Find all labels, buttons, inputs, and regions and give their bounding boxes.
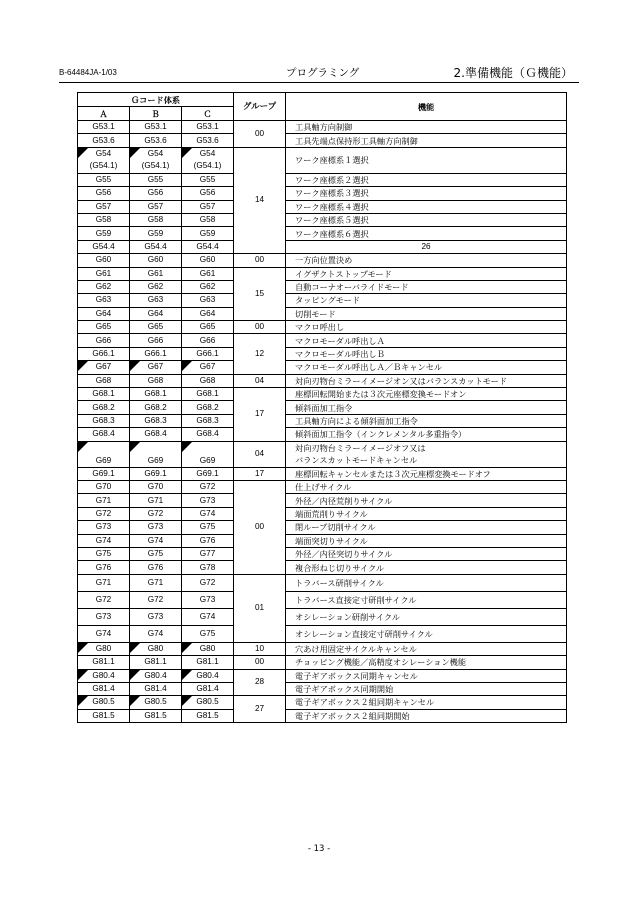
- header-rule: [59, 82, 579, 83]
- table-row: [78, 625, 567, 642]
- code-a-cell: G66: [78, 334, 130, 347]
- code-b-cell: G74: [130, 625, 182, 642]
- table-row: [78, 254, 567, 267]
- code-b-cell: G55: [130, 173, 182, 186]
- code-a-line2: (G54.1): [89, 161, 118, 171]
- function-cell: ワーク座標系６選択: [286, 227, 567, 240]
- column-b-header: Ｂ: [130, 107, 182, 121]
- code-a-cell: G81.5: [78, 709, 130, 722]
- table-row: [78, 547, 567, 560]
- function-cell: ワーク座標系３選択: [286, 187, 567, 200]
- code-a-cell: G63: [78, 294, 130, 307]
- table-row: [78, 414, 567, 427]
- code-a-cell: G58: [78, 213, 130, 226]
- code-a-cell: G65: [78, 321, 130, 334]
- code-b-cell: G70: [130, 480, 182, 493]
- code-c-cell: G57: [182, 200, 234, 213]
- code-a-cell: G72: [78, 507, 130, 520]
- code-b-cell: G57: [130, 200, 182, 213]
- function-cell: 電子ギアボックス２組同期開始: [286, 709, 567, 722]
- code-b-cell: G61: [130, 267, 182, 280]
- code-b-cell: G81.4: [130, 682, 182, 695]
- function-cell: 傾斜面加工指令（インクレメンタル多重指令）: [286, 428, 567, 441]
- group-cell: 26: [286, 240, 567, 253]
- code-a-cell: [78, 147, 130, 173]
- code-c-cell: G68.3: [182, 414, 234, 427]
- function-cell: 仕上げサイクル: [286, 480, 567, 493]
- g-code-system-header: Ｇコード体系: [78, 93, 234, 107]
- function-cell: 電子ギアボックス２組同期キャンセル: [286, 696, 567, 709]
- function-cell: ワーク座標系２選択: [286, 173, 567, 186]
- function-cell: イグザクトストップモード: [286, 267, 567, 280]
- code-a-cell: G53.6: [78, 134, 130, 147]
- code-b-cell: G58: [130, 213, 182, 226]
- table-row: [78, 173, 567, 186]
- table-row: [78, 240, 567, 253]
- code-c-cell: G68.4: [182, 428, 234, 441]
- code-b-cell: G56: [130, 187, 182, 200]
- code-c-cell: G80.4: [182, 669, 234, 682]
- code-b-cell: G54.4: [130, 240, 182, 253]
- code-c-cell: G61: [182, 267, 234, 280]
- table-row: [78, 213, 567, 226]
- code-a-cell: G68.3: [78, 414, 130, 427]
- function-cell: オシレーション直接定寸研削サイクル: [286, 625, 567, 642]
- table-row: [78, 608, 567, 625]
- group-column-header: グループ: [234, 93, 286, 121]
- code-c-cell: [182, 147, 234, 173]
- code-c-cell: G68.2: [182, 401, 234, 414]
- code-c-cell: G75: [182, 625, 234, 642]
- code-b-cell: G80.4: [130, 669, 182, 682]
- code-c-cell: G56: [182, 187, 234, 200]
- code-b-cell: G74: [130, 534, 182, 547]
- code-a-line1: G54: [95, 149, 112, 159]
- function-cell: 座標回転開始または３次元座標変換モードオン: [286, 388, 567, 401]
- group-cell: 10: [234, 642, 286, 655]
- table-row: [78, 591, 567, 608]
- function-cell: 電子ギアボックス同期開始: [286, 682, 567, 695]
- code-b-cell: G73: [130, 608, 182, 625]
- code-b-cell: G65: [130, 321, 182, 334]
- function-cell: 工具軸方向による傾斜面加工指令: [286, 414, 567, 427]
- function-cell: トラバース研削サイクル: [286, 574, 567, 591]
- function-cell: 外径／内径突切りサイクル: [286, 547, 567, 560]
- code-b-cell: G66: [130, 334, 182, 347]
- code-b-cell: G80.5: [130, 696, 182, 709]
- code-b-line2: (G54.1): [141, 161, 170, 171]
- code-a-cell: G59: [78, 227, 130, 240]
- table-row: [78, 669, 567, 682]
- table-row: [78, 441, 567, 467]
- code-a-cell: G55: [78, 173, 130, 186]
- code-c-cell: G60: [182, 254, 234, 267]
- function-cell: 工具先端点保持形工具軸方向制御: [286, 134, 567, 147]
- section-name: プログラミング: [286, 67, 360, 79]
- table-row: [78, 267, 567, 280]
- table-row: [78, 307, 567, 320]
- code-c-cell: G62: [182, 280, 234, 293]
- table-row: [78, 428, 567, 441]
- code-c-cell: G55: [182, 173, 234, 186]
- code-c-cell: G76: [182, 534, 234, 547]
- table-row: [78, 401, 567, 414]
- code-b-cell: G72: [130, 507, 182, 520]
- code-c-cell: G68.1: [182, 388, 234, 401]
- function-line2: バランスカットモードキャンセル: [295, 455, 418, 466]
- code-c-cell: G72: [182, 480, 234, 493]
- code-a-cell: G60: [78, 254, 130, 267]
- group-cell: 28: [234, 669, 286, 696]
- code-c-cell: G81.4: [182, 682, 234, 695]
- code-a-cell: G76: [78, 561, 130, 574]
- page-number: - 13 -: [307, 844, 331, 854]
- table-row: [78, 227, 567, 240]
- code-b-cell: G81.1: [130, 656, 182, 669]
- code-b-cell: [130, 147, 182, 173]
- column-a-header: Ａ: [78, 107, 130, 121]
- code-b-cell: G68: [130, 374, 182, 387]
- group-cell: 01: [234, 574, 286, 642]
- group-cell: 04: [234, 441, 286, 467]
- code-b-cell: G68.1: [130, 388, 182, 401]
- code-b-cell: G66.1: [130, 347, 182, 360]
- function-cell: 複合形ねじ切りサイクル: [286, 561, 567, 574]
- code-b-cell: G69: [130, 441, 182, 467]
- function-cell: ワーク座標系１選択: [286, 147, 567, 173]
- code-c-cell: G67: [182, 361, 234, 374]
- code-a-cell: G80.4: [78, 669, 130, 682]
- table-row: [78, 321, 567, 334]
- column-c-header: Ｃ: [182, 107, 234, 121]
- function-cell: マクロモーダル呼出しＡ: [286, 334, 567, 347]
- code-b-cell: G68.3: [130, 414, 182, 427]
- code-a-cell: G64: [78, 307, 130, 320]
- code-c-cell: G53.6: [182, 134, 234, 147]
- code-b-cell: G68.2: [130, 401, 182, 414]
- code-b-cell: G68.4: [130, 428, 182, 441]
- function-cell: ワーク座標系４選択: [286, 200, 567, 213]
- function-cell: マクロモーダル呼出しＡ／Ｂキャンセル: [286, 361, 567, 374]
- table-row: [78, 467, 567, 480]
- group-cell: 15: [234, 267, 286, 321]
- table-row: [78, 521, 567, 534]
- table-row: [78, 534, 567, 547]
- code-c-cell: G80: [182, 642, 234, 655]
- function-cell: マクロモーダル呼出しＢ: [286, 347, 567, 360]
- function-cell: タッピングモード: [286, 294, 567, 307]
- table-row: [78, 494, 567, 507]
- code-a-cell: G54.4: [78, 240, 130, 253]
- group-cell: 14: [234, 147, 286, 253]
- code-a-cell: G62: [78, 280, 130, 293]
- function-cell: 自動コーナオーバライドモード: [286, 280, 567, 293]
- group-cell: 00: [234, 480, 286, 574]
- code-c-cell: G81.1: [182, 656, 234, 669]
- code-c-line2: (G54.1): [193, 161, 222, 171]
- table-row: [78, 361, 567, 374]
- code-a-cell: G81.4: [78, 682, 130, 695]
- group-cell: 17: [234, 388, 286, 442]
- code-c-cell: G74: [182, 608, 234, 625]
- code-b-cell: G60: [130, 254, 182, 267]
- code-b-cell: G62: [130, 280, 182, 293]
- function-cell: オシレーション研削サイクル: [286, 608, 567, 625]
- code-c-cell: G81.5: [182, 709, 234, 722]
- page-header: [59, 64, 579, 82]
- code-c-cell: G58: [182, 213, 234, 226]
- code-b-cell: G69.1: [130, 467, 182, 480]
- group-cell: 00: [234, 121, 286, 148]
- code-a-cell: G68.1: [78, 388, 130, 401]
- code-c-cell: G80.5: [182, 696, 234, 709]
- code-a-cell: G66.1: [78, 347, 130, 360]
- table-row: [78, 561, 567, 574]
- table-row: [78, 574, 567, 591]
- code-c-cell: G74: [182, 507, 234, 520]
- code-c-cell: G59: [182, 227, 234, 240]
- code-a-cell: G71: [78, 574, 130, 591]
- code-c-cell: G68: [182, 374, 234, 387]
- code-b-cell: G71: [130, 574, 182, 591]
- code-a-cell: G68.4: [78, 428, 130, 441]
- function-column-header: 機能: [286, 93, 567, 121]
- table-row: [78, 388, 567, 401]
- table-row: [78, 134, 567, 147]
- function-cell: マクロ呼出し: [286, 321, 567, 334]
- code-c-cell: G54.4: [182, 240, 234, 253]
- function-cell: 閉ループ切削サイクル: [286, 521, 567, 534]
- code-a-cell: G68: [78, 374, 130, 387]
- code-c-cell: G69: [182, 441, 234, 467]
- code-a-cell: G74: [78, 534, 130, 547]
- code-c-cell: G65: [182, 321, 234, 334]
- code-a-cell: G67: [78, 361, 130, 374]
- code-c-cell: G63: [182, 294, 234, 307]
- group-cell: 27: [234, 696, 286, 723]
- code-c-cell: G73: [182, 591, 234, 608]
- function-cell: チョッピング機能／高精度オシレーション機能: [286, 656, 567, 669]
- code-b-line1: G54: [147, 149, 164, 159]
- code-a-cell: G80.5: [78, 696, 130, 709]
- code-a-cell: G57: [78, 200, 130, 213]
- code-a-cell: G75: [78, 547, 130, 560]
- code-a-cell: G74: [78, 625, 130, 642]
- code-a-cell: G71: [78, 494, 130, 507]
- table-row: [78, 347, 567, 360]
- function-cell: 端面突切りサイクル: [286, 534, 567, 547]
- code-a-cell: G61: [78, 267, 130, 280]
- code-a-cell: G69: [78, 441, 130, 467]
- code-a-cell: G73: [78, 608, 130, 625]
- table-header: [78, 93, 567, 121]
- code-c-cell: G64: [182, 307, 234, 320]
- function-cell: [286, 441, 567, 467]
- table-row: [78, 480, 567, 493]
- table-row: [78, 187, 567, 200]
- code-c-cell: G66.1: [182, 347, 234, 360]
- code-a-cell: G70: [78, 480, 130, 493]
- code-a-cell: G80: [78, 642, 130, 655]
- code-b-cell: G64: [130, 307, 182, 320]
- table-row: [78, 280, 567, 293]
- group-cell: 00: [234, 656, 286, 669]
- code-b-cell: G67: [130, 361, 182, 374]
- function-line1: 対向刃物台ミラーイメージオフ又は: [295, 443, 426, 454]
- code-c-cell: G73: [182, 494, 234, 507]
- function-cell: 端面荒削りサイクル: [286, 507, 567, 520]
- code-a-cell: G56: [78, 187, 130, 200]
- table-row: [78, 656, 567, 669]
- function-cell: 対向刃物台ミラーイメージオン又はバランスカットモード: [286, 374, 567, 387]
- code-c-cell: G66: [182, 334, 234, 347]
- code-c-line1: G54: [199, 149, 216, 159]
- code-a-cell: G68.2: [78, 401, 130, 414]
- group-cell: 12: [234, 334, 286, 374]
- code-b-cell: G53.1: [130, 121, 182, 134]
- code-b-cell: G75: [130, 547, 182, 560]
- table-row: [78, 507, 567, 520]
- code-a-cell: G72: [78, 591, 130, 608]
- code-c-cell: G75: [182, 521, 234, 534]
- table-row: [78, 374, 567, 387]
- code-b-cell: G81.5: [130, 709, 182, 722]
- g-code-table: [77, 92, 567, 723]
- table-row: [78, 294, 567, 307]
- function-cell: 工具軸方向制御: [286, 121, 567, 134]
- table-row: [78, 709, 567, 722]
- function-cell: 傾斜面加工指令: [286, 401, 567, 414]
- code-b-cell: G53.6: [130, 134, 182, 147]
- function-cell: 一方向位置決め: [286, 254, 567, 267]
- table-row: [78, 642, 567, 655]
- table-row: [78, 682, 567, 695]
- code-a-cell: G81.1: [78, 656, 130, 669]
- table-row: [78, 200, 567, 213]
- code-c-cell: G72: [182, 574, 234, 591]
- function-cell: トラバース直接定寸研削サイクル: [286, 591, 567, 608]
- code-a-cell: G69.1: [78, 467, 130, 480]
- code-b-cell: G76: [130, 561, 182, 574]
- group-cell: 04: [234, 374, 286, 387]
- group-cell: 17: [234, 467, 286, 480]
- function-cell: 座標回転キャンセルまたは３次元座標変換モードオフ: [286, 467, 567, 480]
- table-row: [78, 121, 567, 134]
- code-b-cell: G63: [130, 294, 182, 307]
- function-cell: 穴あけ用固定サイクルキャンセル: [286, 642, 567, 655]
- chapter-title: 2.準備機能（Ｇ機能）: [453, 66, 573, 80]
- code-b-cell: G59: [130, 227, 182, 240]
- table-body: [78, 121, 567, 723]
- group-cell: 00: [234, 254, 286, 267]
- code-b-cell: G80: [130, 642, 182, 655]
- code-b-cell: G72: [130, 591, 182, 608]
- group-cell: 00: [234, 321, 286, 334]
- code-b-cell: G73: [130, 521, 182, 534]
- code-c-cell: G77: [182, 547, 234, 560]
- function-cell: ワーク座標系５選択: [286, 213, 567, 226]
- table-row: [78, 334, 567, 347]
- code-a-cell: G73: [78, 521, 130, 534]
- code-c-cell: G53.1: [182, 121, 234, 134]
- document-number: B-64484JA-1/03: [59, 68, 117, 77]
- code-a-cell: G53.1: [78, 121, 130, 134]
- code-c-cell: G78: [182, 561, 234, 574]
- code-b-cell: G71: [130, 494, 182, 507]
- table-row: [78, 696, 567, 709]
- function-cell: 切削モード: [286, 307, 567, 320]
- function-cell: 電子ギアボックス同期キャンセル: [286, 669, 567, 682]
- function-cell: 外径／内径荒削りサイクル: [286, 494, 567, 507]
- table-row: [78, 147, 567, 173]
- code-c-cell: G69.1: [182, 467, 234, 480]
